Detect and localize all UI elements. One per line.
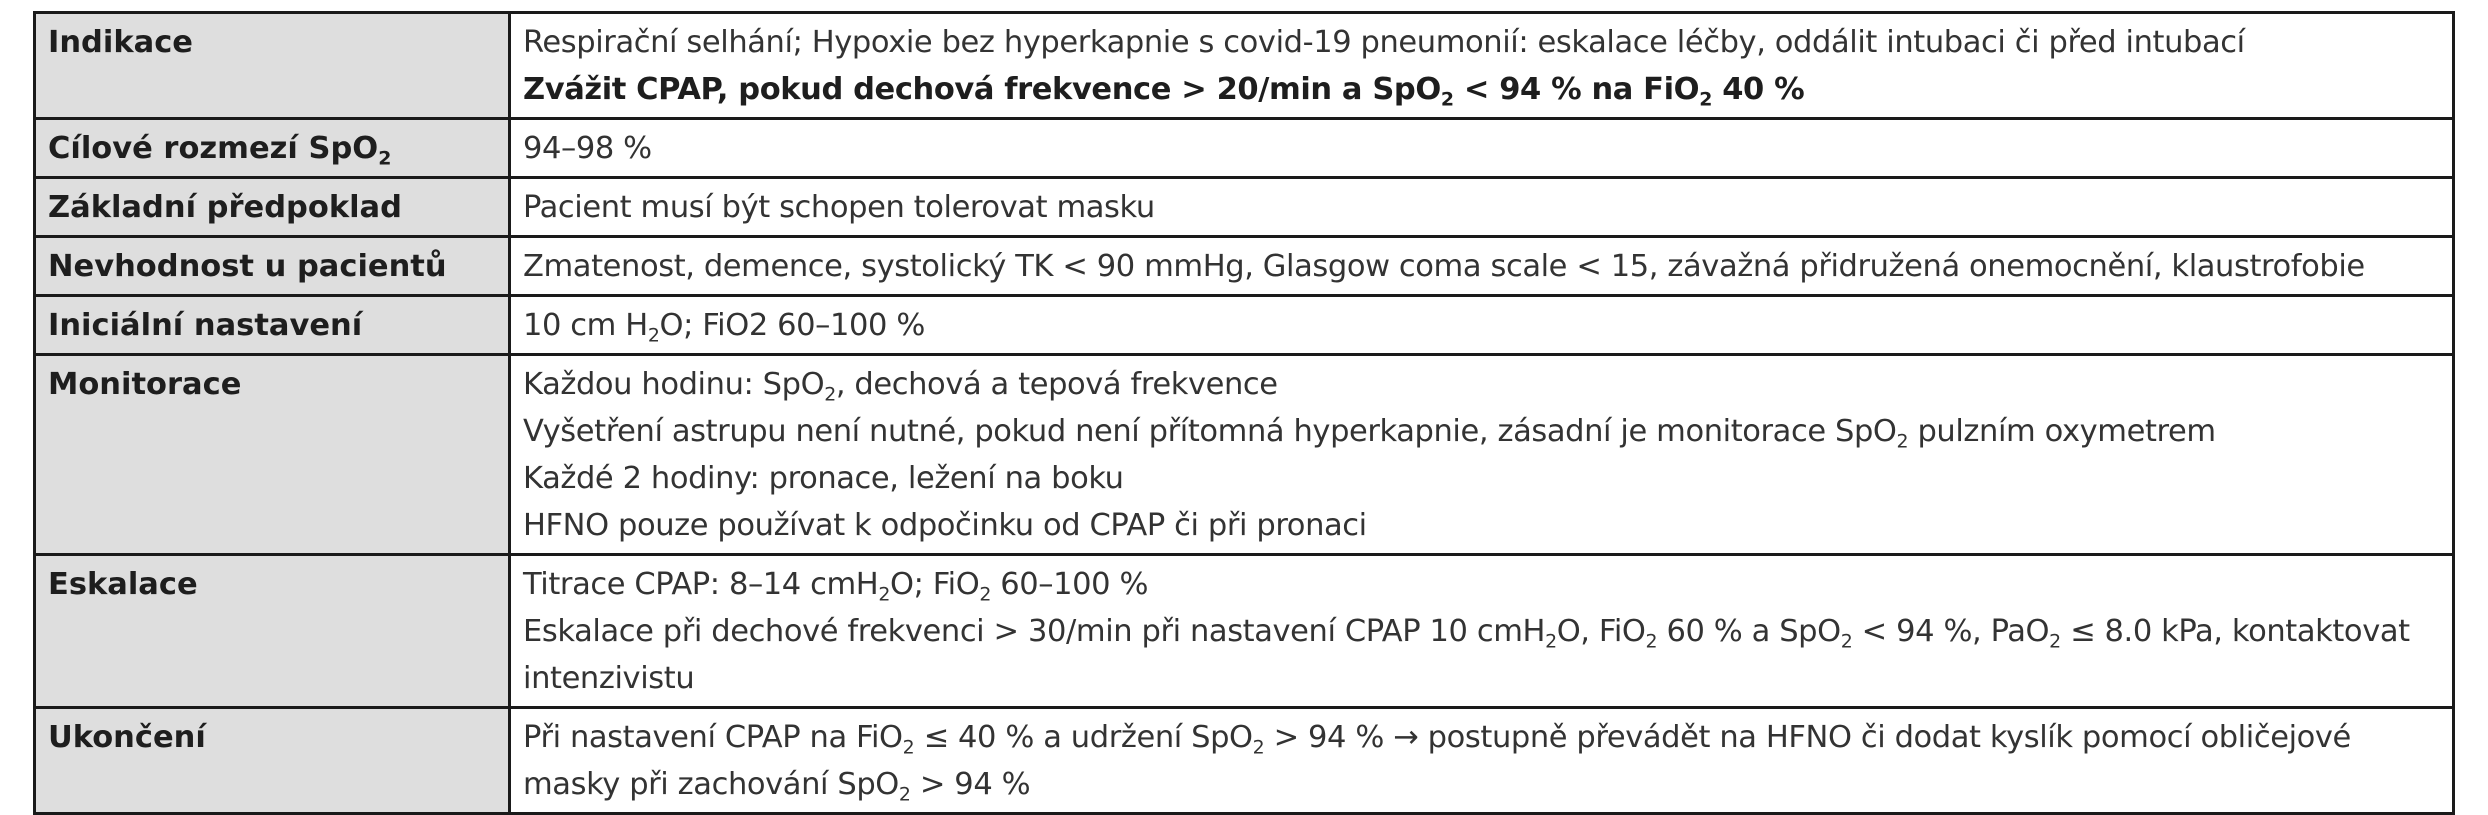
row-eskalace xyxy=(35,555,2454,708)
nevhodnost-line-1: Zmatenost, demence, systolický TK < 90 mmHg, Glasgow coma scale < 15, závažná přidružená onemocnění, klaustrofobie xyxy=(523,249,2365,284)
row-nevhodnost xyxy=(35,237,2454,296)
monitorace-line-4: HFNO pouze používat k odpočinku od CPAP či při pronaci xyxy=(523,508,1367,543)
row-value-indikace xyxy=(510,13,2454,119)
ukonceni-line-1: Při nastavení CPAP na FiO$_2$ ≤ 40 % a udržení SpO$_2$ > 94 % → postupně převádět na HFNO či dodat kyslík pomocí obličejové masky při zachování SpO$_2$ > 94 % xyxy=(523,720,2351,806)
table-body xyxy=(35,13,2454,814)
monitorace-line-1: Každou hodinu: SpO$_2$, dechová a tepová frekvence xyxy=(523,367,1278,406)
row-label-ukonceni: Ukončení xyxy=(35,708,510,814)
cilove-rozmezi-line-1: 94–98 % xyxy=(523,131,652,166)
indikace-line-1: Respirační selhání; Hypoxie bez hyperkapnie s covid-19 pneumonií: eskalace léčby, oddálit intubaci či před intubací xyxy=(523,25,2245,60)
row-inicialni-nastaveni xyxy=(35,296,2454,355)
row-monitorace xyxy=(35,355,2454,555)
monitorace-line-3: Každé 2 hodiny: pronace, ležení na boku xyxy=(523,461,1124,496)
eskalace-line-2: Eskalace při dechové frekvenci > 30/min při nastavení CPAP 10 cmH$_2$O, FiO$_2$ 60 % a SpO$_2$ < 94 %, PaO$_2$ ≤ 8.0 kPa, kontaktovat intenzivistu xyxy=(523,614,2410,696)
row-value-zakladni-predpoklad xyxy=(510,178,2454,237)
row-value-cilove-rozmezi xyxy=(510,119,2454,178)
row-value-monitorace xyxy=(510,355,2454,555)
row-value-ukonceni xyxy=(510,708,2454,814)
zakladni-predpoklad-line-1: Pacient musí být schopen tolerovat masku xyxy=(523,190,1155,225)
row-value-eskalace xyxy=(510,555,2454,708)
eskalace-line-1: Titrace CPAP: 8–14 cmH$_2$O; FiO$_2$ 60–100 % xyxy=(523,567,1149,606)
row-value-inicialni-nastaveni xyxy=(510,296,2454,355)
row-label-cilove-rozmezi: Cílové rozmezí SpO$_2$ xyxy=(35,119,510,178)
row-zakladni-predpoklad xyxy=(35,178,2454,237)
row-label-inicialni-nastaveni: Iniciální nastavení xyxy=(35,296,510,355)
row-label-indikace: Indikace xyxy=(35,13,510,119)
monitorace-line-2: Vyšetření astrupu není nutné, pokud není přítomná hyperkapnie, zásadní je monitorace SpO$_2$ pulzním oxymetrem xyxy=(523,414,2216,453)
cpap-criteria-table xyxy=(33,11,2455,815)
row-indikace xyxy=(35,13,2454,119)
row-ukonceni xyxy=(35,708,2454,814)
row-value-nevhodnost xyxy=(510,237,2454,296)
row-label-monitorace: Monitorace xyxy=(35,355,510,555)
indikace-line-2: Zvážit CPAP, pokud dechová frekvence > 20/min a SpO$_2$ < 94 % na FiO$_2$ 40 % xyxy=(523,72,1805,111)
row-cilove-rozmezi xyxy=(35,119,2454,178)
inicialni-nastaveni-line-1: 10 cm $H_2O$; FiO2 60–100 % xyxy=(523,308,925,347)
row-label-zakladni-predpoklad: Základní předpoklad xyxy=(35,178,510,237)
row-label-nevhodnost: Nevhodnost u pacientů xyxy=(35,237,510,296)
row-label-eskalace: Eskalace xyxy=(35,555,510,708)
